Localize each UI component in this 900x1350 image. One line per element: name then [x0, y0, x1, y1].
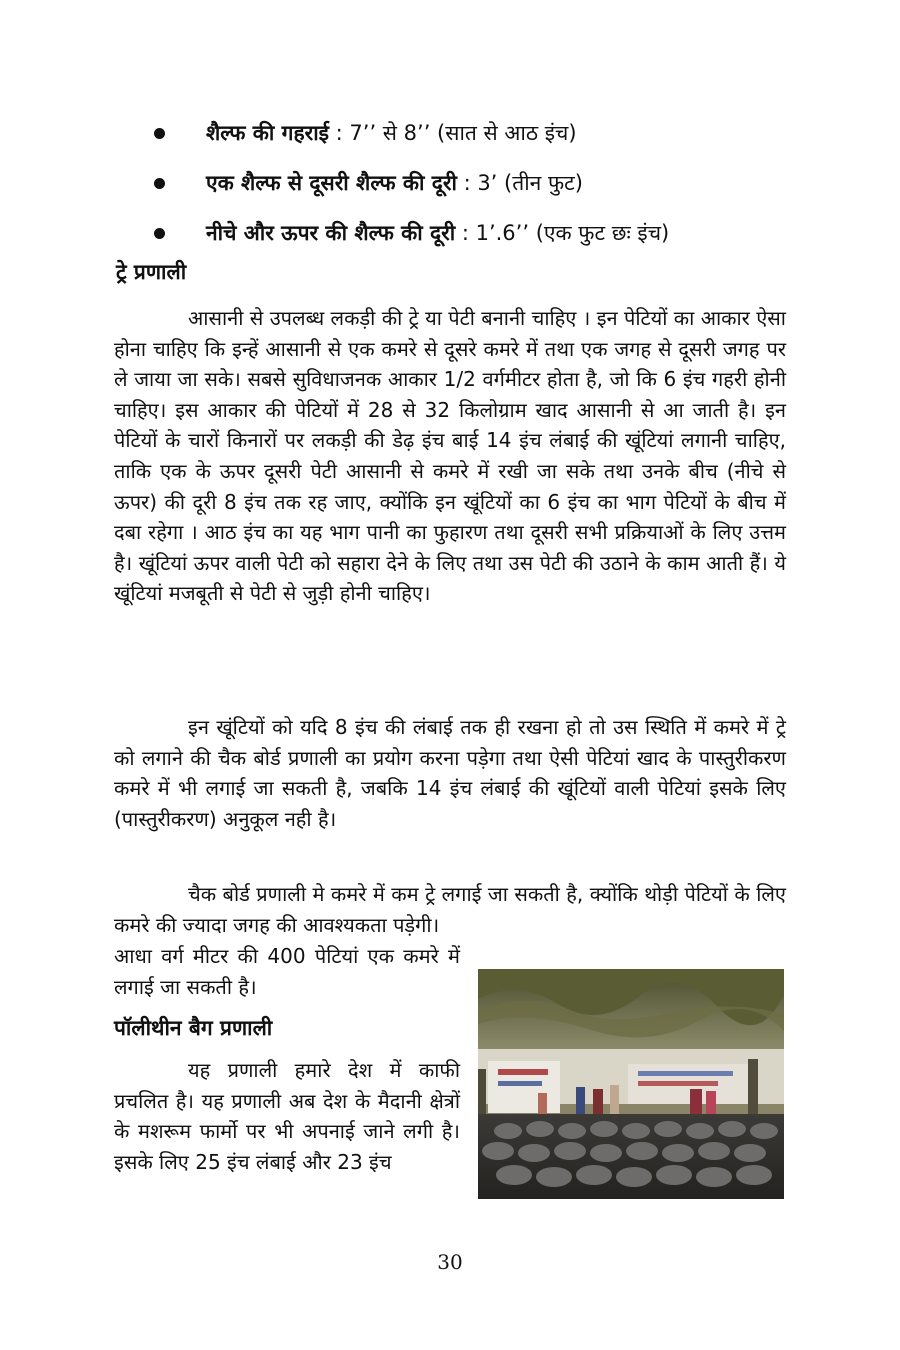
bullet-term: शैल्फ की गहराई: [206, 121, 329, 145]
polythene-bag-heading: पॉलीथीन बैग प्रणाली: [114, 1016, 273, 1040]
bullet-icon: [154, 178, 165, 189]
tray-paragraph-3: चैक बोर्ड प्रणाली मे कमरे में कम ट्रे लगाई जा सकती है, क्योंकि थोड़ी पेटियों के लिए कमरे की ज्यादा जगह की आवश्यकता पड़ेगी।: [114, 882, 786, 937]
bullet-icon: [154, 228, 165, 239]
list-item: [150, 212, 850, 262]
tray-paragraph-1: आसानी से उपलब्ध लकड़ी की ट्रे या पेटी बनानी चाहिए । इन पेटियों का आकार ऐसा होना चाहिए कि इन्हें आसानी से एक कमरे से दूसरे कमरे में तथा एक जगह से दूसरी जगह पर ले जाया जा सके। सबसे सुविधाजनक आकार 1/2 वर्गमीटर होता है, जो कि 6 इंच गहरी होनी चाहिए। इस आकार की पेटियों में 28 से 32 किलोग्राम खाद आसानी से आ जाती है। इन पेटियों के चारों किनारों पर लकड़ी की डेढ़ इंच बाई 14 इंच लंबाई की खूंटियां लगानी चाहिए, ताकि एक के ऊपर दूसरी पेटी आसानी से कमरे में रखी जा सके तथा उनके बीच (नीचे से ऊपर) की दूरी 8 इंच तक रह जाए, क्योंकि इन खूंटियों का 6 इंच का भाग पेटियों के बीच में दबा रहेगा । आठ इंच का यह भाग पानी का फुहारण तथा दूसरी सभी प्रक्रियाओं के लिए उत्तम है। खूंटियां ऊपर वाली पेटी को सहारा देने के लिए तथा उस पेटी की उठाने के काम आती हैं। ये खूंटियां मजबूती से पेटी से जुड़ी होनी चाहिए।: [114, 306, 786, 606]
list-item: [150, 162, 850, 212]
list-item: [150, 112, 850, 162]
bullet-term: नीचे और ऊपर की शैल्फ की दूरी: [206, 221, 456, 245]
page-number: 30: [437, 1250, 463, 1274]
shelf-spec-list: [150, 112, 850, 262]
bullet-detail: : 3’ (तीन फुट): [456, 171, 583, 195]
bullet-term: एक शैल्फ से दूसरी शैल्फ की दूरी: [206, 171, 457, 195]
tray-paragraph-2: इन खूंटियों को यदि 8 इंच की लंबाई तक ही रखना हो तो उस स्थिति में कमरे में ट्रे को लगाने की चैक बोर्ड प्रणाली का प्रयोग करना पड़ेगा तथा ऐसी पेटियां खाद के पास्तुरीकरण कमरे में भी लगाई जा सकती है, जबकि 14 इंच लंबाई की खूंटियों वाली पेटियां इसके लिए (पास्तुरीकरण) अनुकूल नही है।: [114, 715, 786, 831]
bullet-detail: : 1’.6’’ (एक फुट छः इंच): [455, 221, 670, 245]
bullet-icon: [154, 128, 165, 139]
mushroom-farm-photo: [478, 969, 784, 1199]
tray-paragraph-3-continued: आधा वर्ग मीटर की 400 पेटियां एक कमरे में लगाई जा सकती है।: [114, 944, 460, 999]
tray-system-heading: ट्रे प्रणाली: [116, 260, 187, 284]
bullet-detail: : 7’’ से 8’’ (सात से आठ इंच): [328, 121, 577, 145]
polythene-paragraph: यह प्रणाली हमारे देश में काफी प्रचलित है। यह प्रणाली अब देश के मैदानी क्षेत्रों के मशरूम फार्मो पर भी अपनाई जाने लगी है। इसके लिए 25 इंच लंबाई और 23 इंच: [114, 1058, 460, 1174]
